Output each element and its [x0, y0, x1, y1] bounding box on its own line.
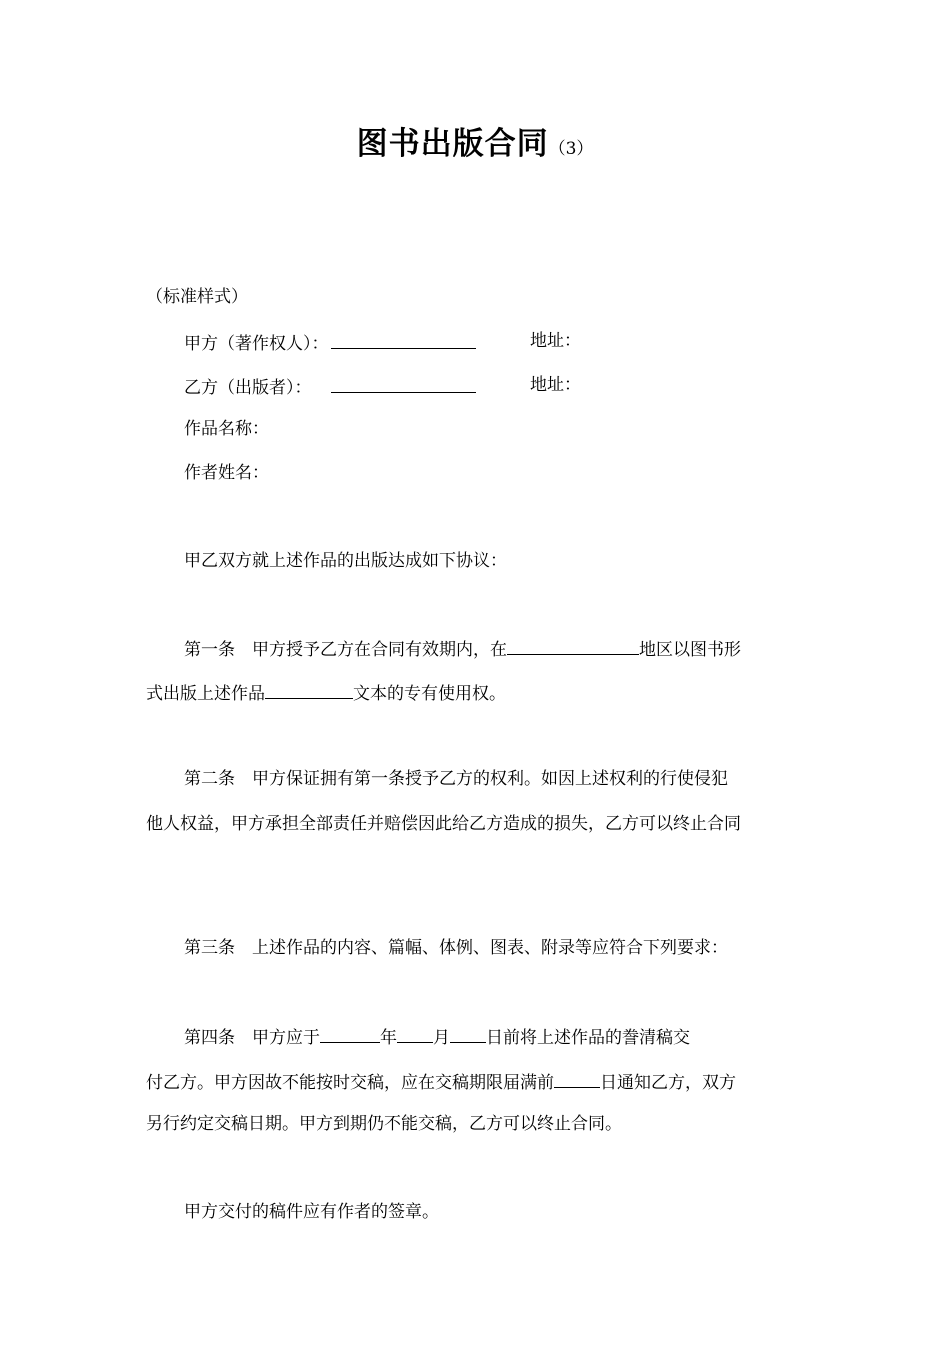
article-1-region-blank[interactable]	[507, 636, 639, 655]
article-4-line-1	[184, 1024, 690, 1049]
party-b-address-label: 地址：	[530, 375, 581, 395]
party-b-label: 乙方（出版者）：	[184, 378, 312, 398]
document-title	[0, 118, 950, 163]
article-4-year-blank[interactable]	[320, 1024, 380, 1043]
article-4-text-day: 日前将上述作品的誊清稿交	[486, 1028, 690, 1048]
party-b-name-blank[interactable]	[331, 374, 476, 393]
article-4-text-c: 日通知乙方，双方	[600, 1073, 736, 1093]
party-a-label: 甲方（著作权人）：	[184, 334, 329, 354]
party-a-row	[184, 330, 476, 355]
agreement-intro: 甲乙双方就上述作品的出版达成如下协议：	[184, 551, 507, 571]
article-4-text-a: 第四条 甲方应于	[184, 1028, 320, 1048]
article-2-line-1: 第二条 甲方保证拥有第一条授予乙方的权利。如因上述权利的行使侵犯	[184, 769, 728, 789]
author-name-label: 作者姓名：	[184, 463, 269, 483]
article-1-text-a: 第一条 甲方授予乙方在合同有效期内，在	[184, 640, 507, 660]
party-b-row	[184, 374, 476, 399]
article-1-language-blank[interactable]	[265, 680, 353, 699]
signature-note: 甲方交付的稿件应有作者的签章。	[184, 1202, 439, 1222]
work-title-label: 作品名称：	[184, 419, 269, 439]
article-1-line-2	[146, 680, 506, 705]
article-4-month-blank[interactable]	[397, 1024, 433, 1043]
title-number: （3）	[548, 139, 594, 159]
article-1-line-1	[184, 636, 741, 661]
article-2-line-2: 他人权益，甲方承担全部责任并赔偿因此给乙方造成的损失，乙方可以终止合同	[146, 814, 741, 834]
article-4-day-blank[interactable]	[450, 1024, 486, 1043]
article-1-text-c: 式出版上述作品	[146, 684, 265, 704]
article-4-line-2	[146, 1069, 736, 1094]
style-note: （标准样式）	[146, 287, 248, 307]
article-4-month-label: 月	[433, 1028, 450, 1048]
article-1-text-d: 文本的专有使用权。	[353, 684, 506, 704]
article-4-year-label: 年	[380, 1028, 397, 1048]
title-text: 图书出版合同	[356, 126, 549, 162]
article-4-notice-days-blank[interactable]	[554, 1069, 600, 1088]
article-4-line-3: 另行约定交稿日期。甲方到期仍不能交稿，乙方可以终止合同。	[146, 1114, 622, 1134]
article-4-text-b: 付乙方。甲方因故不能按时交稿，应在交稿期限届满前	[146, 1073, 554, 1093]
article-1-text-b: 地区以图书形	[639, 640, 741, 660]
party-a-name-blank[interactable]	[331, 330, 476, 349]
party-a-address-label: 地址：	[530, 331, 581, 351]
article-3: 第三条 上述作品的内容、篇幅、体例、图表、附录等应符合下列要求：	[184, 938, 728, 958]
